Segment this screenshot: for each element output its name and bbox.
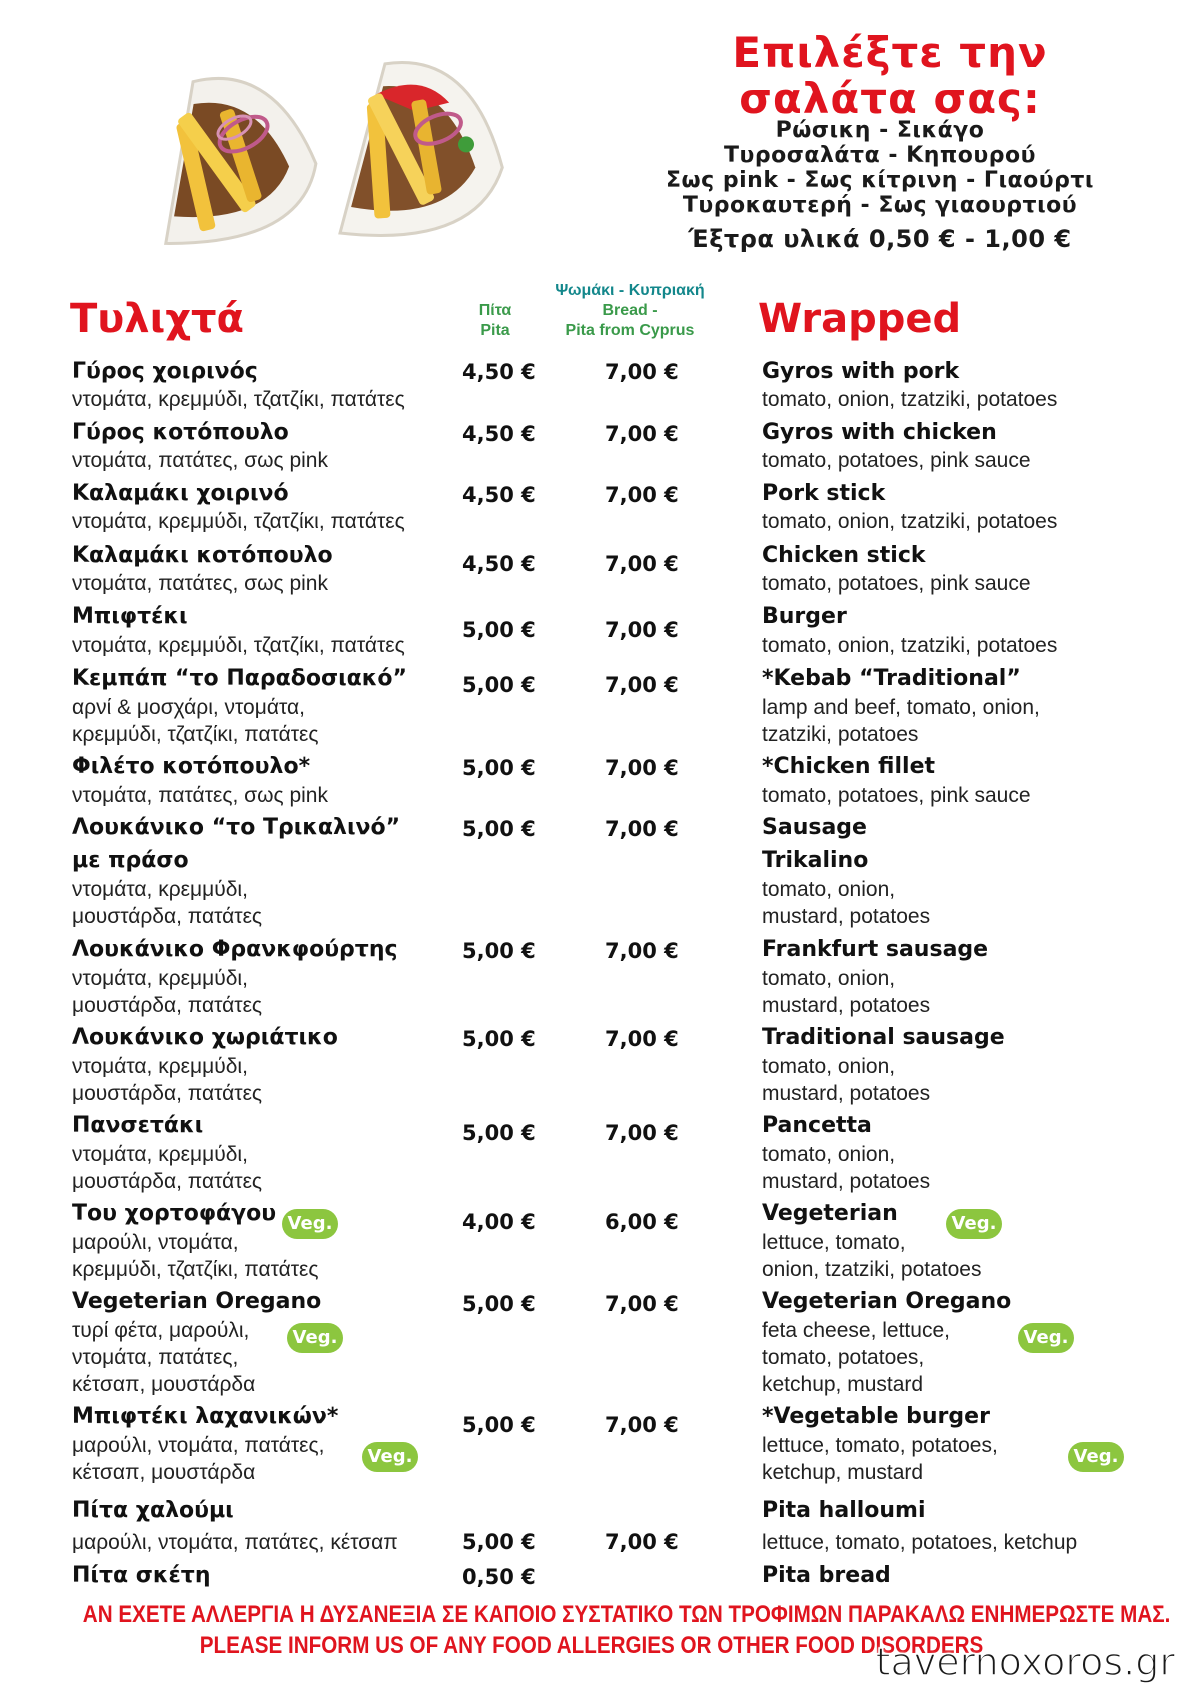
item-name-gr: Λουκάνικο Φρανκφούρτης <box>72 937 398 962</box>
item-desc-en: onion, tzatziki, potatoes <box>762 1258 982 1281</box>
item-desc-en: tomato, potatoes, pink sauce <box>762 572 1031 595</box>
item-desc-gr: ντομάτα, κρεμμύδι, <box>72 878 248 901</box>
column-bread-en1: Bread - <box>602 302 658 319</box>
gyros-wrap-image <box>120 30 530 275</box>
veg-badge: Veg. <box>282 1209 338 1239</box>
price-pita: 4,50 € <box>462 552 536 576</box>
price-bread: 7,00 € <box>605 756 679 780</box>
price-bread: 7,00 € <box>605 1027 679 1051</box>
item-desc-en: mustard, potatoes <box>762 1082 931 1105</box>
item-name-en: Pork stick <box>762 481 886 506</box>
salad-title-line1: Επιλέξτε την <box>732 28 1048 77</box>
price-bread: 7,00 € <box>605 618 679 642</box>
veg-badge: Veg. <box>362 1442 418 1472</box>
item-name-en: Vegeterian Oregano <box>762 1289 1012 1314</box>
heading-english: Wrapped <box>758 296 962 342</box>
item-desc-en: tomato, potatoes, pink sauce <box>762 784 1031 807</box>
item-desc-en: ketchup, mustard <box>762 1373 924 1396</box>
veg-badge: Veg. <box>946 1209 1002 1239</box>
item-name-en: *Chicken fillet <box>762 754 936 779</box>
veg-badge: Veg. <box>1068 1442 1124 1472</box>
allergy-notice-greek: ΑΝ ΕΧΕΤΕ ΑΛΛΕΡΓΙΑ Η ΔΥΣΑΝΕΞΙΑ ΣΕ ΚΑΠΟΙΟ ΣΥΣΤΑΤΙΚΟ ΤΩΝ ΤΡΟΦΙΜΩΝ ΠΑΡΑΚΑΛΩ ΕΝΗΜΕΡΩΣΤΕ ΜΑΣ. <box>82 1601 1171 1628</box>
item-desc-en: lamp and beef, tomato, onion, <box>762 696 1040 719</box>
allergy-notice-english: PLEASE INFORM US OF ANY FOOD ALLERGIES OR OTHER FOOD DISORDERS <box>199 1632 984 1659</box>
item-desc-gr: ντομάτα, κρεμμύδι, <box>72 1143 248 1166</box>
item-desc-en: lettuce, tomato, potatoes, ketchup <box>762 1531 1078 1554</box>
price-pita: 5,00 € <box>462 1530 536 1554</box>
item-desc-gr: μουστάρδα, πατάτες <box>72 994 263 1017</box>
item-name-en: Pancetta <box>762 1113 872 1138</box>
item-desc-gr: ντομάτα, πατάτες, σως pink <box>72 784 328 807</box>
item-desc-gr: μαρούλι, ντομάτα, πατάτες, <box>72 1434 325 1457</box>
column-header-pita <box>455 301 535 341</box>
item-desc-gr: ντομάτα, κρεμμύδι, <box>72 967 248 990</box>
price-pita: 5,00 € <box>462 1027 536 1051</box>
item-desc-gr: μουστάρδα, πατάτες <box>72 1082 263 1105</box>
heading-greek: Τυλιχτά <box>70 296 245 342</box>
item-desc-gr: κέτσαπ, μουστάρδα <box>72 1373 256 1396</box>
item-name-en: Traditional sausage <box>762 1025 1005 1050</box>
item-name-gr: Γύρος κοτόπουλο <box>72 420 289 445</box>
item-desc-gr: ντομάτα, κρεμμύδι, τζατζίκι, πατάτες <box>72 510 405 533</box>
price-bread: 7,00 € <box>605 552 679 576</box>
price-pita: 5,00 € <box>462 1121 536 1145</box>
price-pita: 4,50 € <box>462 422 536 446</box>
salad-options-2: Τυροσαλάτα - Κηπουρού <box>724 143 1036 168</box>
price-bread: 7,00 € <box>605 817 679 841</box>
item-desc-gr: μαρούλι, ντομάτα, <box>72 1231 239 1254</box>
column-bread-gr: Ψωμάκι - Κυπριακή <box>555 282 705 299</box>
item-name-gr: Πανσετάκι <box>72 1113 204 1138</box>
item-desc-gr: κρεμμύδι, τζατζίκι, πατάτες <box>72 723 319 746</box>
item-name-en: Gyros with pork <box>762 359 960 384</box>
item-desc-en: tomato, onion, tzatziki, potatoes <box>762 634 1058 657</box>
item-desc-en: tomato, onion, tzatziki, potatoes <box>762 388 1058 411</box>
price-pita: 4,50 € <box>462 483 536 507</box>
item-desc-gr: ντομάτα, κρεμμύδι, τζατζίκι, πατάτες <box>72 388 405 411</box>
item-name-en: Vegeterian <box>762 1201 898 1226</box>
column-pita-gr: Πίτα <box>478 302 512 319</box>
item-desc-gr: τυρί φέτα, μαρούλι, <box>72 1319 250 1342</box>
item-desc-gr: αρνί & μοσχάρι, ντομάτα, <box>72 696 305 719</box>
item-desc-en: lettuce, tomato, potatoes, <box>762 1434 998 1457</box>
column-bread-en2: Pita from Cyprus <box>565 322 695 339</box>
price-bread: 7,00 € <box>605 1413 679 1437</box>
item-desc-en: tzatziki, potatoes <box>762 723 919 746</box>
item-name-en: *Kebab “Traditional” <box>762 666 1021 691</box>
item-desc-en: tomato, potatoes, pink sauce <box>762 449 1031 472</box>
item-name-en: Frankfurt sausage <box>762 937 989 962</box>
item-name-gr: Φιλέτο κοτόπουλο* <box>72 754 311 779</box>
item-desc-en: ketchup, mustard <box>762 1461 924 1484</box>
item-desc-en: mustard, potatoes <box>762 994 931 1017</box>
item-name-en: Pita bread <box>762 1563 891 1588</box>
price-pita: 5,00 € <box>462 1413 536 1437</box>
item-name-gr: Πίτα σκέτη <box>72 1563 211 1588</box>
price-pita: 5,00 € <box>462 618 536 642</box>
column-header-bread <box>525 281 735 341</box>
item-name-en: Sausage <box>762 815 867 840</box>
item-desc-en: lettuce, tomato, <box>762 1231 906 1254</box>
item-name-gr: Του χορτοφάγου <box>72 1201 277 1226</box>
item-desc-gr: κέτσαπ, μουστάρδα <box>72 1461 256 1484</box>
extras-price: Έξτρα υλικά 0,50 € - 1,00 € <box>688 225 1072 253</box>
watermark: tavernoxoros.gr <box>875 1640 1175 1684</box>
price-pita: 0,50 € <box>462 1565 536 1589</box>
price-bread: 7,00 € <box>605 360 679 384</box>
item-desc-en: mustard, potatoes <box>762 905 931 928</box>
item-name-en: Pita halloumi <box>762 1498 926 1523</box>
item-desc-gr: ντομάτα, πατάτες, <box>72 1346 239 1369</box>
price-bread: 7,00 € <box>605 1121 679 1145</box>
salad-options-3: Σως pink - Σως κίτρινη - Γιαούρτι <box>666 168 1094 193</box>
veg-badge: Veg. <box>287 1323 343 1353</box>
item-name-en-2: Trikalino <box>762 848 869 873</box>
item-name-gr: Μπιφτέκι λαχανικών* <box>72 1404 339 1429</box>
item-desc-en: tomato, onion, <box>762 1055 896 1078</box>
salad-options-1: Ρώσικη - Σικάγο <box>775 118 985 143</box>
item-desc-gr: ντομάτα, κρεμμύδι, <box>72 1055 248 1078</box>
salad-title-line2: σαλάτα σας: <box>739 74 1041 123</box>
price-pita: 5,00 € <box>462 1292 536 1316</box>
price-pita: 5,00 € <box>462 817 536 841</box>
item-desc-en: mustard, potatoes <box>762 1170 931 1193</box>
item-name-gr: Καλαμάκι χοιρινό <box>72 481 289 506</box>
item-name-en: Gyros with chicken <box>762 420 997 445</box>
salad-title <box>640 30 1140 122</box>
price-bread: 7,00 € <box>605 1292 679 1316</box>
item-desc-en: tomato, onion, tzatziki, potatoes <box>762 510 1058 533</box>
item-desc-en: tomato, onion, <box>762 1143 896 1166</box>
item-name-gr: Κεμπάπ “το Παραδοσιακό” <box>72 666 407 691</box>
column-pita-en: Pita <box>480 322 510 339</box>
price-pita: 4,50 € <box>462 360 536 384</box>
item-name-en: *Vegetable burger <box>762 1404 990 1429</box>
item-desc-gr: ντομάτα, πατάτες, σως pink <box>72 572 328 595</box>
price-bread: 7,00 € <box>605 1530 679 1554</box>
item-name-gr: Λουκάνικο χωριάτικο <box>72 1025 338 1050</box>
price-pita: 5,00 € <box>462 756 536 780</box>
item-name-gr: Γύρος χοιρινός <box>72 359 258 384</box>
price-bread: 7,00 € <box>605 483 679 507</box>
item-name-gr: Καλαμάκι κοτόπουλο <box>72 543 333 568</box>
price-bread: 7,00 € <box>605 422 679 446</box>
item-name-gr: Vegeterian Oregano <box>72 1289 322 1314</box>
price-bread: 7,00 € <box>605 939 679 963</box>
item-desc-gr: ντομάτα, πατάτες, σως pink <box>72 449 328 472</box>
item-desc-gr: ντομάτα, κρεμμύδι, τζατζίκι, πατάτες <box>72 634 405 657</box>
item-desc-en: feta cheese, lettuce, <box>762 1319 950 1342</box>
item-desc-en: tomato, onion, <box>762 967 896 990</box>
item-desc-gr: μουστάρδα, πατάτες <box>72 905 263 928</box>
price-bread: 7,00 € <box>605 673 679 697</box>
salad-options-4: Τυροκαυτερή - Σως γιαουρτιού <box>682 193 1078 218</box>
item-desc-gr: μουστάρδα, πατάτες <box>72 1170 263 1193</box>
price-pita: 5,00 € <box>462 939 536 963</box>
item-name-gr: Μπιφτέκι <box>72 604 188 629</box>
veg-badge: Veg. <box>1018 1323 1074 1353</box>
item-name-gr-2: με πράσο <box>72 848 189 873</box>
item-name-gr: Πίτα χαλούμι <box>72 1498 234 1523</box>
item-name-gr: Λουκάνικο “το Τρικαλινό” <box>72 815 401 840</box>
item-desc-gr: μαρούλι, ντομάτα, πατάτες, κέτσαπ <box>72 1531 398 1554</box>
item-name-en: Chicken stick <box>762 543 926 568</box>
price-bread: 6,00 € <box>605 1210 679 1234</box>
price-pita: 4,00 € <box>462 1210 536 1234</box>
price-pita: 5,00 € <box>462 673 536 697</box>
item-name-en: Burger <box>762 604 847 629</box>
item-desc-en: tomato, potatoes, <box>762 1346 925 1369</box>
item-desc-en: tomato, onion, <box>762 878 896 901</box>
item-desc-gr: κρεμμύδι, τζατζίκι, πατάτες <box>72 1258 319 1281</box>
